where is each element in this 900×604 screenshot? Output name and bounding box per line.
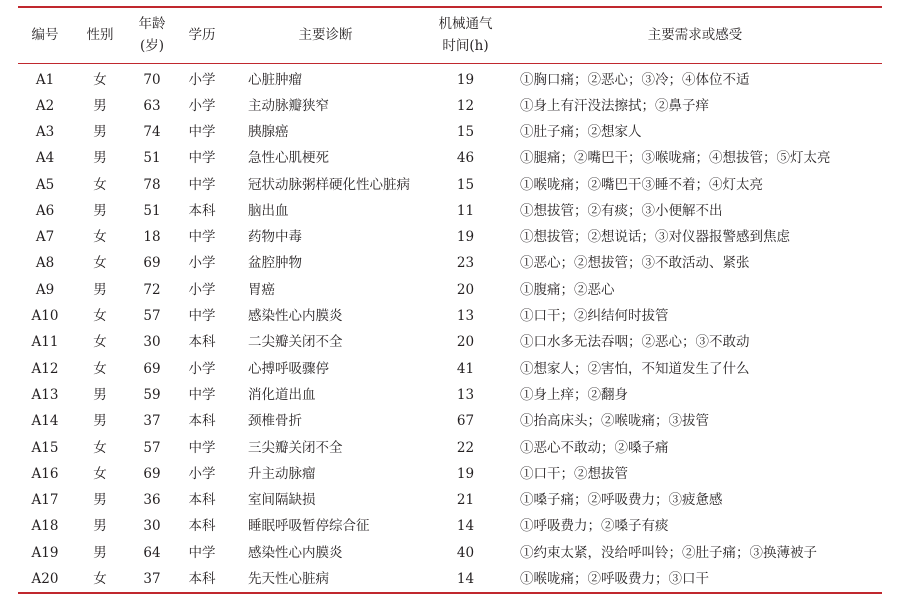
cell-id: A4 xyxy=(35,150,55,167)
cell-age: 51 xyxy=(143,202,161,219)
cell-age: 37 xyxy=(128,566,176,593)
cell-diagnosis: 胰腺癌 xyxy=(248,123,289,140)
table-row xyxy=(18,119,882,145)
cell-edu: 中学 xyxy=(188,150,216,167)
table-row xyxy=(18,513,882,539)
cell-age: 69 xyxy=(143,255,161,272)
cell-needs: ①口干；②想拔管 xyxy=(520,465,628,482)
cell-diagnosis: 三尖瓣关闭不全 xyxy=(248,439,343,456)
cell-needs: ①喉咙痛；②呼吸费力；③口干 xyxy=(508,566,882,593)
cell-age: 69 xyxy=(143,465,161,482)
cell-edu: 小学 xyxy=(188,71,216,88)
header-row xyxy=(18,7,882,63)
cell-age: 64 xyxy=(143,544,161,561)
header-sex: 性别 xyxy=(72,7,128,63)
cell-id: A8 xyxy=(35,255,55,272)
cell-needs: ①抬高床头；②喉咙痛；③拔管 xyxy=(520,413,709,430)
table-row xyxy=(18,145,882,171)
cell-age: 36 xyxy=(143,492,161,509)
cell-vent: 40 xyxy=(456,544,475,561)
header-id: 编号 xyxy=(18,7,72,63)
cell-edu: 本科 xyxy=(188,518,216,535)
cell-age: 57 xyxy=(143,439,161,456)
cell-id: A15 xyxy=(31,439,59,456)
cell-vent: 19 xyxy=(456,71,475,88)
header-needs: 主要需求或感受 xyxy=(508,7,882,63)
cell-needs: ①约束太紧，没给呼叫铃；②肚子痛；③换薄被子 xyxy=(520,544,817,561)
cell-diagnosis: 胃癌 xyxy=(248,281,275,298)
cell-vent: 20 xyxy=(456,334,475,351)
cell-id: A10 xyxy=(31,308,59,325)
table-body xyxy=(18,63,882,593)
cell-vent: 15 xyxy=(456,176,475,193)
table-row xyxy=(18,303,882,329)
cell-edu: 中学 xyxy=(188,308,216,325)
cell-edu: 中学 xyxy=(188,123,216,140)
cell-vent: 15 xyxy=(456,123,475,140)
cell-edu: 中学 xyxy=(188,229,216,246)
table-row xyxy=(18,329,882,355)
cell-vent: 23 xyxy=(456,255,475,272)
cell-needs: ①恶心；②想拔管；③不敢活动、紧张 xyxy=(520,255,750,272)
cell-vent: 21 xyxy=(456,492,475,509)
cell-diagnosis: 药物中毒 xyxy=(248,229,302,246)
cell-diagnosis: 颈椎骨折 xyxy=(248,413,302,430)
cell-needs: ①肚子痛；②想家人 xyxy=(520,123,642,140)
cell-sex: 女 xyxy=(93,255,107,272)
cell-sex: 男 xyxy=(93,123,107,140)
cell-id: A17 xyxy=(31,492,59,509)
cell-sex: 女 xyxy=(93,229,107,246)
cell-age: 57 xyxy=(143,308,161,325)
cell-diagnosis: 心搏呼吸骤停 xyxy=(248,360,329,377)
table-header xyxy=(18,7,882,63)
cell-edu: 本科 xyxy=(176,566,228,593)
cell-age: 59 xyxy=(143,386,161,403)
cell-vent: 12 xyxy=(456,97,475,114)
cell-sex: 女 xyxy=(93,465,107,482)
cell-needs: ①腹痛；②恶心 xyxy=(520,281,615,298)
cell-id: A13 xyxy=(31,386,59,403)
cell-id: A2 xyxy=(35,97,55,114)
cell-id: A5 xyxy=(35,176,55,193)
cell-diagnosis: 消化道出血 xyxy=(248,386,316,403)
cell-age: 72 xyxy=(143,281,161,298)
table-row xyxy=(18,93,882,119)
cell-edu: 本科 xyxy=(188,202,216,219)
cell-sex: 女 xyxy=(93,439,107,456)
table-row xyxy=(18,277,882,303)
cell-vent: 19 xyxy=(456,229,475,246)
cell-edu: 小学 xyxy=(188,255,216,272)
table-row xyxy=(18,382,882,408)
header-vent xyxy=(423,7,508,63)
cell-vent: 22 xyxy=(456,439,475,456)
cell-age: 69 xyxy=(143,360,161,377)
cell-age: 70 xyxy=(143,71,161,88)
cell-sex: 男 xyxy=(93,544,107,561)
cell-edu: 本科 xyxy=(188,492,216,509)
cell-diagnosis: 急性心肌梗死 xyxy=(248,150,329,167)
table-row xyxy=(18,171,882,197)
cell-vent: 19 xyxy=(456,465,475,482)
cell-needs: ①喉咙痛；②嘴巴干③睡不着；④灯太亮 xyxy=(520,176,763,193)
cell-vent: 11 xyxy=(456,202,475,219)
cell-id: A18 xyxy=(31,518,59,535)
cell-age: 78 xyxy=(143,176,161,193)
cell-sex: 女 xyxy=(93,71,107,88)
cell-diagnosis: 心脏肿瘤 xyxy=(248,71,302,88)
cell-age: 30 xyxy=(143,334,161,351)
cell-diagnosis: 感染性心内膜炎 xyxy=(248,308,343,325)
cell-needs: ①胸口痛；②恶心；③冷；④体位不适 xyxy=(520,71,750,88)
table-row xyxy=(18,250,882,276)
header-age-line2: (岁) xyxy=(139,38,165,55)
table-row xyxy=(18,434,882,460)
cell-id: A6 xyxy=(35,202,55,219)
cell-vent: 13 xyxy=(456,386,475,403)
table-row xyxy=(18,566,882,593)
cell-age: 30 xyxy=(143,518,161,535)
cell-sex: 女 xyxy=(93,308,107,325)
cell-diagnosis: 二尖瓣关闭不全 xyxy=(248,334,343,351)
cell-sex: 男 xyxy=(93,386,107,403)
cell-edu: 中学 xyxy=(188,386,216,403)
cell-needs: ①想拔管；②想说话；③对仪器报警感到焦虑 xyxy=(520,229,790,246)
header-vent-line1: 机械通气 xyxy=(438,16,493,33)
cell-needs: ①嗓子痛；②呼吸费力；③疲惫感 xyxy=(520,492,723,509)
cell-sex: 女 xyxy=(72,566,128,593)
header-age xyxy=(128,7,176,63)
cell-age: 51 xyxy=(143,150,161,167)
cell-vent: 46 xyxy=(456,150,475,167)
cell-sex: 女 xyxy=(93,176,107,193)
patient-table xyxy=(18,6,882,594)
cell-needs: ①身上有汗没法擦拭；②鼻子痒 xyxy=(520,97,709,114)
cell-sex: 男 xyxy=(93,97,107,114)
cell-edu: 小学 xyxy=(188,97,216,114)
cell-needs: ①恶心不敢动；②嗓子痛 xyxy=(520,439,669,456)
table-row xyxy=(18,355,882,381)
cell-edu: 本科 xyxy=(188,413,216,430)
cell-age: 63 xyxy=(143,97,161,114)
cell-edu: 中学 xyxy=(188,544,216,561)
cell-diagnosis: 冠状动脉粥样硬化性心脏病 xyxy=(248,176,410,193)
cell-sex: 女 xyxy=(93,334,107,351)
cell-vent: 13 xyxy=(456,308,475,325)
cell-needs: ①腿痛；②嘴巴干；③喉咙痛；④想拔管；⑤灯太亮 xyxy=(520,150,831,167)
cell-edu: 小学 xyxy=(188,360,216,377)
cell-sex: 男 xyxy=(93,492,107,509)
cell-vent: 41 xyxy=(456,360,475,377)
table-row xyxy=(18,540,882,566)
cell-edu: 小学 xyxy=(188,281,216,298)
cell-id: A14 xyxy=(31,413,59,430)
header-age-line1: 年龄 xyxy=(138,16,166,33)
cell-edu: 本科 xyxy=(188,334,216,351)
cell-diagnosis: 主动脉瓣狭窄 xyxy=(248,97,329,114)
cell-id: A1 xyxy=(35,71,55,88)
cell-id: A20 xyxy=(18,566,72,593)
table-row xyxy=(18,408,882,434)
cell-id: A12 xyxy=(31,360,59,377)
cell-sex: 男 xyxy=(93,518,107,535)
cell-sex: 男 xyxy=(93,150,107,167)
cell-needs: ①身上痒；②翻身 xyxy=(520,386,628,403)
cell-needs: ①想拔管；②有痰；③小便解不出 xyxy=(520,202,723,219)
cell-diagnosis: 脑出血 xyxy=(248,202,289,219)
header-vent-line2: 时间(h) xyxy=(442,38,489,55)
cell-vent: 14 xyxy=(423,566,508,593)
table-row xyxy=(18,461,882,487)
table-row xyxy=(18,198,882,224)
cell-edu: 中学 xyxy=(188,439,216,456)
table-row xyxy=(18,487,882,513)
cell-needs: ①想家人；②害怕，不知道发生了什么 xyxy=(520,360,750,377)
cell-sex: 女 xyxy=(93,360,107,377)
cell-vent: 67 xyxy=(456,413,475,430)
cell-vent: 14 xyxy=(456,518,475,535)
cell-id: A11 xyxy=(31,334,59,351)
header-edu: 学历 xyxy=(176,7,228,63)
cell-needs: ①呼吸费力；②嗓子有痰 xyxy=(520,518,669,535)
cell-id: A7 xyxy=(35,229,55,246)
cell-diagnosis: 先天性心脏病 xyxy=(228,566,423,593)
table-row xyxy=(18,63,882,93)
cell-age: 37 xyxy=(143,413,161,430)
cell-sex: 男 xyxy=(93,413,107,430)
cell-diagnosis: 室间隔缺损 xyxy=(248,492,316,509)
cell-age: 74 xyxy=(143,123,161,140)
cell-id: A3 xyxy=(35,123,55,140)
cell-diagnosis: 睡眠呼吸暂停综合征 xyxy=(248,518,370,535)
cell-edu: 中学 xyxy=(188,176,216,193)
cell-age: 18 xyxy=(143,229,161,246)
cell-sex: 男 xyxy=(93,202,107,219)
cell-vent: 20 xyxy=(456,281,475,298)
cell-id: A9 xyxy=(35,281,55,298)
cell-diagnosis: 升主动脉瘤 xyxy=(248,465,316,482)
cell-id: A16 xyxy=(31,465,59,482)
header-diagnosis: 主要诊断 xyxy=(228,7,423,63)
cell-needs: ①口水多无法吞咽；②恶心；③不敢动 xyxy=(520,334,750,351)
cell-edu: 小学 xyxy=(188,465,216,482)
cell-needs: ①口干；②纠结何时拔管 xyxy=(520,308,669,325)
cell-diagnosis: 盆腔肿物 xyxy=(248,255,302,272)
cell-id: A19 xyxy=(31,544,59,561)
cell-diagnosis: 感染性心内膜炎 xyxy=(248,544,343,561)
cell-sex: 男 xyxy=(93,281,107,298)
table-row xyxy=(18,224,882,250)
